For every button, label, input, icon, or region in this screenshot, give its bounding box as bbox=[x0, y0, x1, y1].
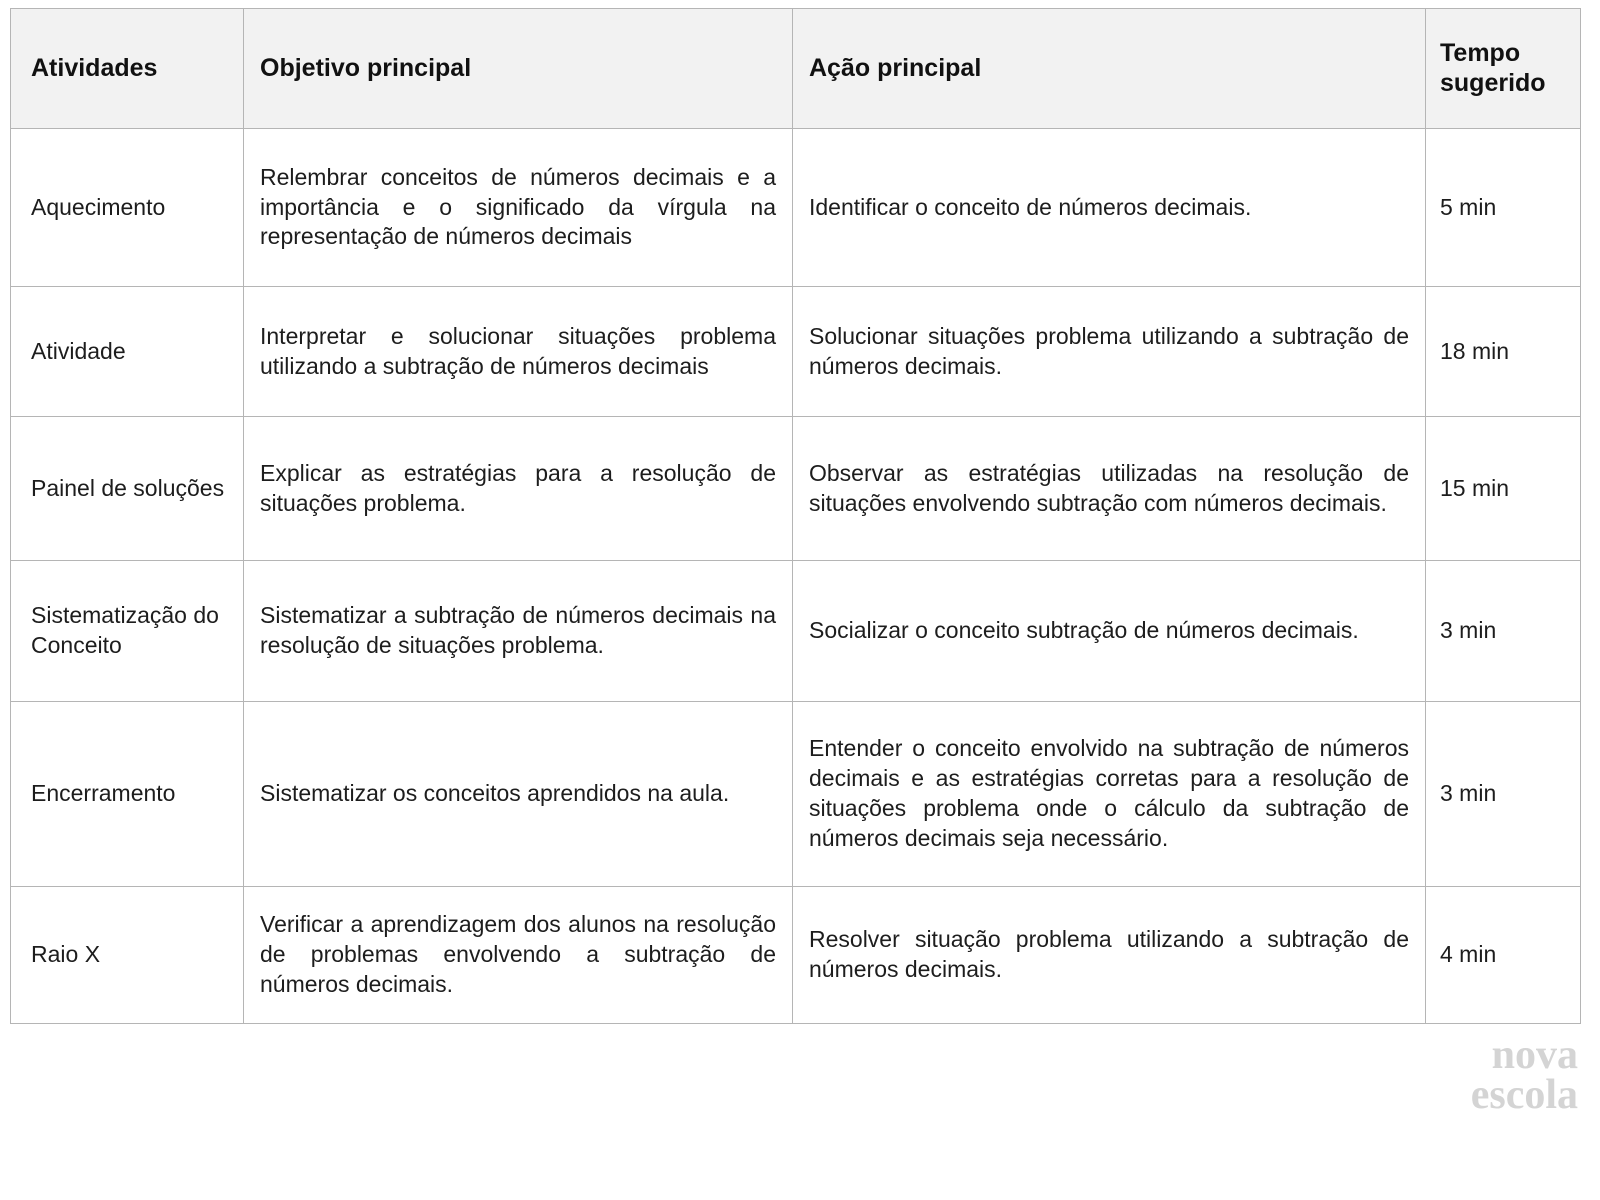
cell-atividade bbox=[11, 287, 244, 417]
table-body bbox=[11, 129, 1581, 1024]
cell-acao-text: Entender o conceito envolvido na subtração de números decimais e as estratégias corretas para a resolução de situações problema onde o cálculo da subtração de números decimais seja necessário. bbox=[809, 735, 1409, 851]
cell-objetivo bbox=[244, 417, 793, 561]
column-header-objetivo-principal-label: Objetivo principal bbox=[260, 53, 472, 82]
cell-objetivo-text: Sistematizar os conceitos aprendidos na aula. bbox=[260, 780, 730, 807]
cell-objetivo bbox=[244, 287, 793, 417]
cell-atividade bbox=[11, 417, 244, 561]
cell-tempo-text: 18 min bbox=[1440, 337, 1510, 364]
cell-atividade-text: Aquecimento bbox=[31, 193, 166, 220]
cell-acao-text: Identificar o conceito de números decimais. bbox=[809, 193, 1252, 220]
cell-tempo bbox=[1426, 561, 1581, 702]
cell-atividade-text: Sistematização do Conceito bbox=[31, 602, 219, 658]
cell-atividade-text: Atividade bbox=[31, 337, 126, 364]
column-header-acao-principal-label: Ação principal bbox=[809, 53, 982, 82]
column-header-atividades bbox=[11, 9, 244, 129]
cell-objetivo-text: Explicar as estratégias para a resolução de situações problema. bbox=[260, 459, 776, 516]
cell-acao bbox=[793, 417, 1426, 561]
cell-atividade-text: Raio X bbox=[31, 941, 101, 968]
cell-objetivo-text: Sistematizar a subtração de números decimais na resolução de situações problema. bbox=[260, 602, 776, 658]
cell-acao bbox=[793, 129, 1426, 287]
cell-tempo bbox=[1426, 702, 1581, 887]
logo-line-1: nova bbox=[1491, 1032, 1578, 1078]
cell-acao-text: Socializar o conceito subtração de números decimais. bbox=[809, 617, 1359, 644]
cell-tempo bbox=[1426, 129, 1581, 287]
table-header-row bbox=[11, 9, 1581, 129]
cell-atividade-text: Painel de soluções bbox=[31, 474, 225, 501]
cell-objetivo-text: Verificar a aprendizagem dos alunos na resolução de problemas envolvendo a subtração de números decimais. bbox=[260, 911, 776, 997]
column-header-atividades-label: Atividades bbox=[31, 53, 158, 82]
cell-tempo-text: 3 min bbox=[1440, 780, 1497, 807]
cell-objetivo bbox=[244, 887, 793, 1024]
cell-objetivo bbox=[244, 702, 793, 887]
cell-acao bbox=[793, 887, 1426, 1024]
table-row bbox=[11, 417, 1581, 561]
cell-acao-text: Resolver situação problema utilizando a subtração de números decimais. bbox=[809, 926, 1409, 982]
cell-tempo-text: 4 min bbox=[1440, 941, 1497, 968]
table-row bbox=[11, 129, 1581, 287]
cell-tempo-text: 3 min bbox=[1440, 617, 1497, 644]
table-row bbox=[11, 702, 1581, 887]
cell-acao-text: Observar as estratégias utilizadas na resolução de situações envolvendo subtração com números decimais. bbox=[809, 459, 1409, 516]
nova-escola-logo bbox=[1348, 1032, 1578, 1118]
cell-tempo-text: 15 min bbox=[1440, 474, 1510, 501]
cell-acao-text: Solucionar situações problema utilizando a subtração de números decimais. bbox=[809, 322, 1409, 379]
cell-acao bbox=[793, 561, 1426, 702]
cell-acao bbox=[793, 702, 1426, 887]
column-header-tempo-sugerido-label: Tempo sugerido bbox=[1440, 39, 1546, 97]
cell-objetivo bbox=[244, 561, 793, 702]
table-header bbox=[11, 9, 1581, 129]
cell-tempo bbox=[1426, 417, 1581, 561]
cell-acao bbox=[793, 287, 1426, 417]
logo-line-2: escola bbox=[1470, 1071, 1578, 1118]
column-header-objetivo-principal bbox=[244, 9, 793, 129]
cell-atividade-text: Encerramento bbox=[31, 780, 176, 807]
cell-atividade bbox=[11, 887, 244, 1024]
cell-objetivo-text: Relembrar conceitos de números decimais e a importância e o significado da vírgula na representação de números decimais bbox=[260, 163, 776, 250]
cell-tempo bbox=[1426, 287, 1581, 417]
table-row bbox=[11, 887, 1581, 1024]
cell-atividade bbox=[11, 561, 244, 702]
table-row bbox=[11, 561, 1581, 702]
cell-atividade bbox=[11, 702, 244, 887]
cell-objetivo bbox=[244, 129, 793, 287]
cell-tempo bbox=[1426, 887, 1581, 1024]
lesson-plan-table bbox=[10, 8, 1581, 1024]
table-row bbox=[11, 287, 1581, 417]
cell-atividade bbox=[11, 129, 244, 287]
column-header-acao-principal bbox=[793, 9, 1426, 129]
cell-objetivo-text: Interpretar e solucionar situações problema utilizando a subtração de números decimais bbox=[260, 322, 776, 379]
cell-tempo-text: 5 min bbox=[1440, 193, 1497, 220]
column-header-tempo-sugerido bbox=[1426, 9, 1581, 129]
